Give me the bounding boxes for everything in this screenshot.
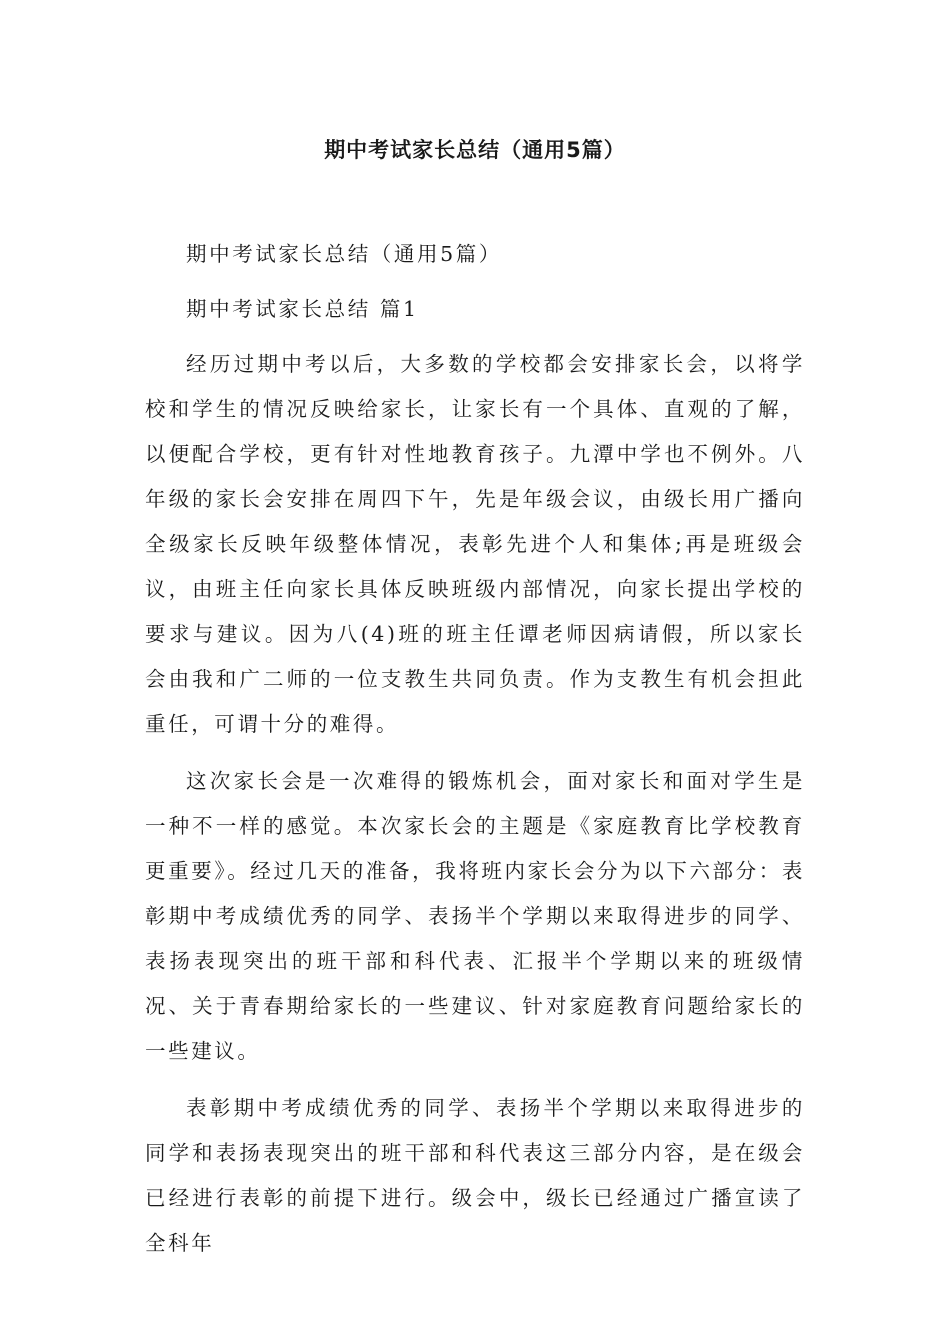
paragraph: 这次家长会是一次难得的锻炼机会，面对家长和面对学生是一种不一样的感觉。本次家长会的主题是《家庭教育比学校教育更重要》。经过几天的准备，我将班内家长会分为以下六部分：表彰期中考成绩优秀的同学、表扬半个学期以来取得进步的同学、表扬表现突出的班干部和科代表、汇报半个学期以来的班级情况、关于青春期给家长的一些建议、针对家庭教育问题给家长的一些建议。	[145, 769, 805, 1063]
document-body	[145, 232, 805, 1278]
section-heading: 期中考试家长总结 篇1	[186, 297, 419, 321]
subtitle-line: 期中考试家长总结（通用5篇）	[186, 242, 502, 266]
document-title: 期中考试家长总结（通用5篇）	[324, 138, 626, 162]
paragraph: 经历过期中考以后，大多数的学校都会安排家长会，以将学校和学生的情况反映给家长，让家长有一个具体、直观的了解，以便配合学校，更有针对性地教育孩子。九潭中学也不例外。八年级的家长会安排在周四下午，先是年级会议，由级长用广播向全级家长反映年级整体情况，表彰先进个人和集体;再是班级会议，由班主任向家长具体反映班级内部情况，向家长提出学校的要求与建议。因为八(4)班的班主任谭老师因病请假，所以家长会由我和广二师的一位支教生共同负责。作为支教生有机会担此重任，可谓十分的难得。	[145, 352, 805, 736]
paragraph: 表彰期中考成绩优秀的同学、表扬半个学期以来取得进步的同学和表扬表现突出的班干部和科代表这三部分内容，是在级会已经进行表彰的前提下进行。级会中，级长已经通过广播宣读了全科年	[145, 1096, 805, 1255]
